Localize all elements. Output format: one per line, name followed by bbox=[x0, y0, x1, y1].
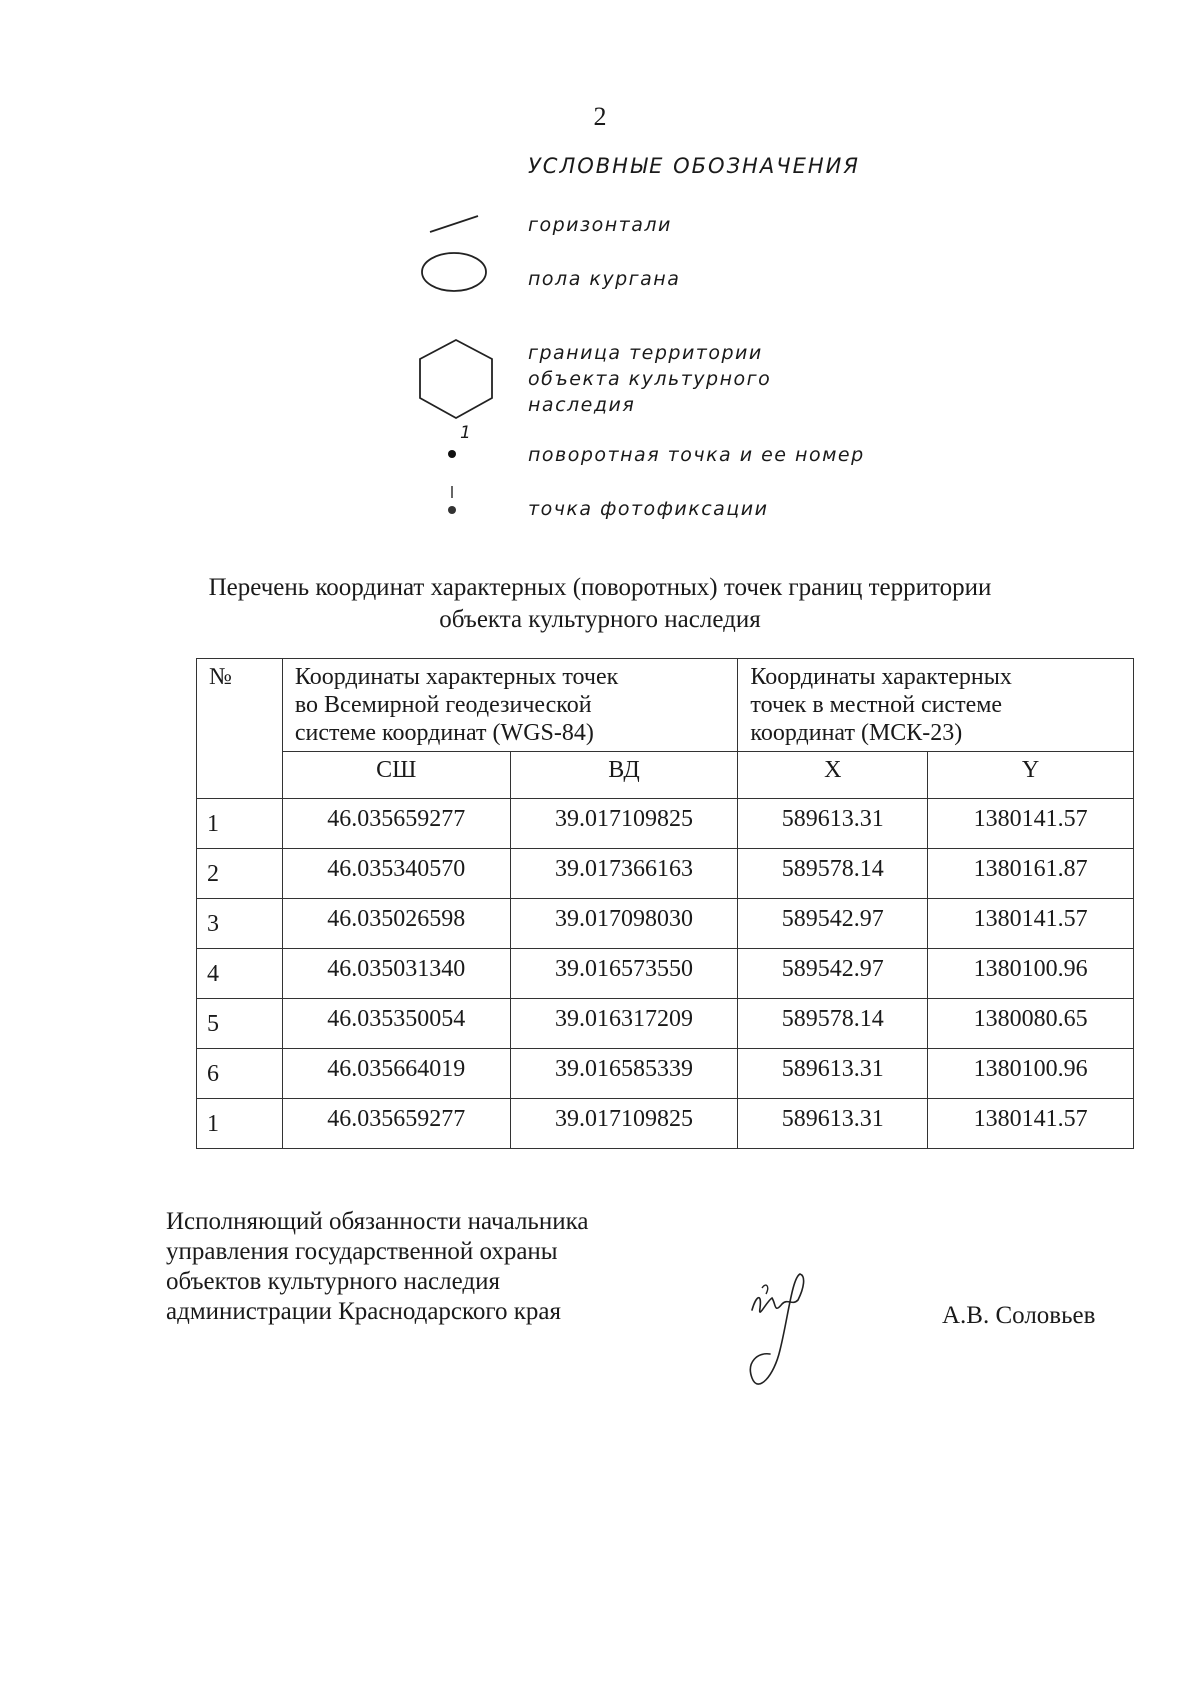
signatory-title-line: администрации Краснодарского края bbox=[166, 1298, 562, 1325]
table-heading-line: объекта культурного наследия bbox=[439, 606, 761, 633]
cell-number: 1 bbox=[197, 1099, 283, 1149]
cell-number: 1 bbox=[197, 799, 283, 849]
cell-y: 1380141.57 bbox=[928, 899, 1134, 949]
legend-label-boundary-line: объекта культурного bbox=[528, 368, 772, 390]
cell-y: 1380080.65 bbox=[928, 999, 1134, 1049]
signatory-title-line: управления государственной охраны bbox=[166, 1238, 558, 1265]
cell-y: 1380100.96 bbox=[928, 949, 1134, 999]
cell-number: 3 bbox=[197, 899, 283, 949]
legend-label-photo-point: точка фотофиксации bbox=[528, 498, 769, 520]
photo-point-icon bbox=[444, 484, 460, 520]
column-group-wgs84-line: во Всемирной геодезической bbox=[294, 692, 592, 718]
cell-number: 6 bbox=[197, 1049, 283, 1099]
cell-lat: 46.035350054 bbox=[282, 999, 510, 1049]
cell-lon: 39.017109825 bbox=[510, 1099, 738, 1149]
cell-number: 4 bbox=[197, 949, 283, 999]
table-row bbox=[197, 899, 1134, 949]
column-header-x: X bbox=[738, 752, 928, 799]
cell-x: 589613.31 bbox=[738, 799, 928, 849]
table-row bbox=[197, 849, 1134, 899]
column-group-msk23-line: координат (МСК-23) bbox=[750, 720, 963, 746]
column-header-y: Y bbox=[928, 752, 1134, 799]
table-row bbox=[197, 949, 1134, 999]
legend-label-boundary-line: граница территории bbox=[528, 342, 763, 364]
cell-lat: 46.035026598 bbox=[282, 899, 510, 949]
cell-lon: 39.017109825 bbox=[510, 799, 738, 849]
cell-lon: 39.016317209 bbox=[510, 999, 738, 1049]
table-row bbox=[197, 999, 1134, 1049]
signatory-name: А.В. Соловьев bbox=[942, 1302, 1096, 1329]
page-number: 2 bbox=[593, 102, 607, 131]
turning-point-icon bbox=[444, 446, 460, 462]
legend-label-turning-point: поворотная точка и ее номер bbox=[528, 444, 865, 466]
column-group-msk23-line: точек в местной системе bbox=[750, 692, 1003, 718]
column-group-wgs84-line: Координаты характерных точек bbox=[294, 664, 619, 690]
cell-lat: 46.035340570 bbox=[282, 849, 510, 899]
cell-number: 2 bbox=[197, 849, 283, 899]
signatory-title-line: Исполняющий обязанности начальника bbox=[166, 1208, 589, 1235]
signatory-title-line: объектов культурного наследия bbox=[166, 1268, 500, 1295]
hexagon-boundary-icon bbox=[414, 336, 498, 422]
cell-lon: 39.017098030 bbox=[510, 899, 738, 949]
cell-lon: 39.016573550 bbox=[510, 949, 738, 999]
cell-y: 1380100.96 bbox=[928, 1049, 1134, 1099]
cell-y: 1380161.87 bbox=[928, 849, 1134, 899]
table-row bbox=[197, 1049, 1134, 1099]
legend-label-contours: горизонтали bbox=[528, 214, 672, 236]
legend-label-boundary bbox=[528, 340, 771, 418]
contour-line-icon bbox=[428, 212, 480, 236]
cell-lat: 46.035664019 bbox=[282, 1049, 510, 1099]
table-row bbox=[197, 1099, 1134, 1149]
legend-title: УСЛОВНЫЕ ОБОЗНАЧЕНИЯ bbox=[528, 154, 860, 178]
column-group-wgs84-line: системе координат (WGS-84) bbox=[294, 720, 594, 746]
column-group-wgs84 bbox=[282, 659, 738, 752]
coordinates-table bbox=[196, 658, 1134, 1149]
cell-number: 5 bbox=[197, 999, 283, 1049]
column-header-number: № bbox=[197, 659, 283, 799]
table-heading bbox=[0, 572, 1200, 636]
turning-point-marker-number: 1 bbox=[460, 423, 473, 443]
cell-y: 1380141.57 bbox=[928, 799, 1134, 849]
cell-lon: 39.016585339 bbox=[510, 1049, 738, 1099]
column-header-lon: ВД bbox=[510, 752, 738, 799]
cell-lat: 46.035659277 bbox=[282, 1099, 510, 1149]
cell-x: 589542.97 bbox=[738, 949, 928, 999]
legend-label-boundary-line: наследия bbox=[528, 394, 636, 416]
column-group-msk23 bbox=[738, 659, 1134, 752]
cell-y: 1380141.57 bbox=[928, 1099, 1134, 1149]
handwritten-signature bbox=[740, 1258, 840, 1398]
cell-x: 589578.14 bbox=[738, 999, 928, 1049]
cell-lat: 46.035031340 bbox=[282, 949, 510, 999]
signatory-title bbox=[166, 1207, 588, 1327]
column-group-msk23-line: Координаты характерных bbox=[750, 664, 1012, 690]
cell-x: 589613.31 bbox=[738, 1049, 928, 1099]
cell-x: 589578.14 bbox=[738, 849, 928, 899]
cell-x: 589613.31 bbox=[738, 1099, 928, 1149]
mound-ellipse-icon bbox=[418, 250, 490, 294]
table-row bbox=[197, 799, 1134, 849]
cell-x: 589542.97 bbox=[738, 899, 928, 949]
legend-label-mound: пола кургана bbox=[528, 268, 681, 290]
table-heading-line: Перечень координат характерных (поворотных) точек границ территории bbox=[208, 574, 992, 601]
cell-lat: 46.035659277 bbox=[282, 799, 510, 849]
column-header-lat: СШ bbox=[282, 752, 510, 799]
cell-lon: 39.017366163 bbox=[510, 849, 738, 899]
